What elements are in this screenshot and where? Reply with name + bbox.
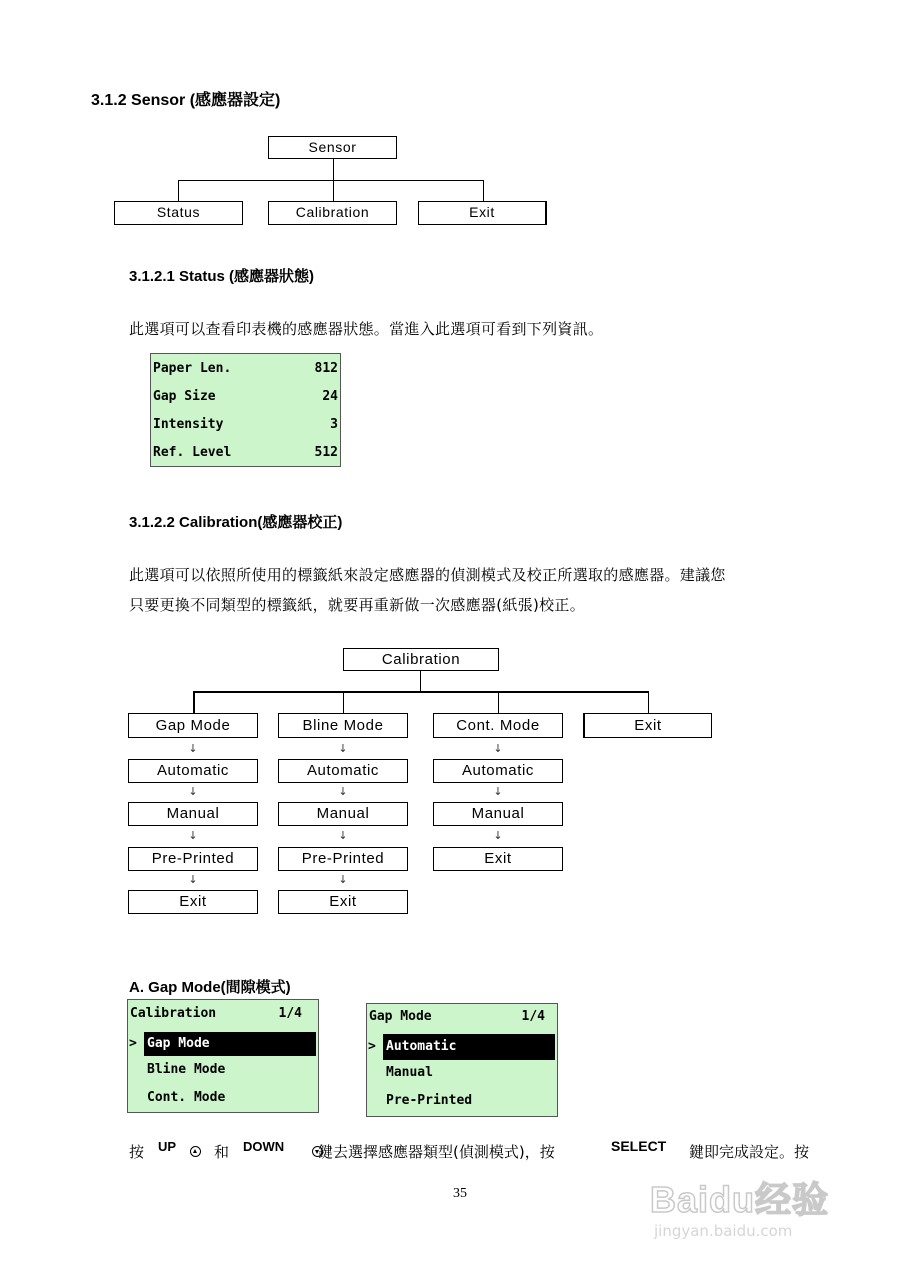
status-description: 此選項可以查看印表機的感應器狀態。當進入此選項可看到下列資訊。: [129, 320, 604, 338]
lcd-value: 3: [330, 417, 338, 432]
tree-node-manual: Manual: [128, 802, 258, 826]
tree-node-pre-printed: Pre-Printed: [128, 847, 258, 871]
lcd-value: 24: [322, 389, 338, 404]
lcd-header-row: [130, 1004, 316, 1024]
calibration-menu-lcd: [127, 999, 319, 1113]
tree-connector: [648, 691, 649, 713]
tree-node-exit: Exit: [433, 847, 563, 871]
down-arrow-icon: ↓: [493, 829, 503, 842]
tree-node-manual: Manual: [433, 802, 563, 826]
lcd-menu-item: [369, 1091, 555, 1111]
tree-node-cont-mode: Cont. Mode: [433, 713, 563, 738]
tree-node-automatic: Automatic: [278, 759, 408, 783]
tree-node-bline-mode: Bline Mode: [278, 713, 408, 738]
down-key-label: DOWN: [243, 1139, 285, 1154]
lcd-header: Calibration: [130, 1006, 217, 1021]
lcd-page: 1/4: [278, 1006, 302, 1021]
lcd-menu-item: [130, 1060, 316, 1080]
lcd-row: [153, 415, 338, 435]
down-arrow-icon: ↓: [188, 873, 198, 886]
lcd-menu-item: [129, 1032, 316, 1056]
status-title: 3.1.2.1 Status (感應器狀態): [129, 268, 315, 285]
tree-node-exit: Exit: [583, 713, 712, 738]
lcd-value: 512: [314, 445, 338, 460]
calibration-description-line1: 此選項可以依照所使用的標籤紙來設定感應器的偵測模式及校正所選取的感應器。建議您: [129, 566, 726, 584]
down-arrow-icon: ↓: [188, 829, 198, 842]
lcd-label: Paper Len.: [153, 361, 232, 376]
tree-connector: [178, 180, 483, 181]
lcd-item: Cont. Mode: [147, 1090, 226, 1105]
lcd-menu-item: [130, 1088, 316, 1108]
select-key-label: SELECT: [611, 1138, 667, 1154]
lcd-item: Pre-Printed: [386, 1093, 473, 1108]
tree-connector: [193, 691, 648, 693]
tree-connector: [193, 691, 195, 713]
watermark-url: jingyan.baidu.com: [654, 1222, 793, 1240]
lcd-header: Gap Mode: [369, 1009, 432, 1024]
up-key-label: UP: [158, 1139, 177, 1154]
up-button-icon: [190, 1146, 201, 1157]
tree-node-manual: Manual: [278, 802, 408, 826]
tree-connector: [178, 180, 179, 201]
tree-node-calibration: Calibration: [268, 201, 397, 225]
tree-node-pre-printed: Pre-Printed: [278, 847, 408, 871]
down-arrow-icon: ↓: [493, 742, 503, 755]
lcd-label: Gap Size: [153, 389, 216, 404]
down-arrow-icon: ↓: [188, 742, 198, 755]
tree-connector: [420, 671, 421, 691]
gap-mode-title: A. Gap Mode(間隙模式): [129, 979, 291, 996]
selection-pointer: >: [368, 1039, 376, 1054]
section-title: 3.1.2 Sensor (感應器設定): [91, 92, 281, 109]
instruction-line: [129, 1138, 849, 1164]
down-arrow-icon: ↓: [338, 742, 348, 755]
tree-connector: [343, 691, 344, 713]
tree-connector: [333, 180, 334, 201]
instr-text: 和: [214, 1143, 230, 1161]
calibration-title: 3.1.2.2 Calibration(感應器校正): [129, 514, 343, 531]
lcd-item-selected: Automatic: [383, 1034, 555, 1060]
lcd-label: Intensity: [153, 417, 224, 432]
tree-node-automatic: Automatic: [433, 759, 563, 783]
calibration-description-line2: 只要更換不同類型的標籤紙，就要再重新做一次感應器(紙張)校正。: [129, 596, 586, 614]
lcd-row: [153, 359, 338, 379]
lcd-row: [153, 387, 338, 407]
lcd-item: Manual: [386, 1065, 433, 1080]
tree-node-calibration-root: Calibration: [343, 648, 499, 671]
tree-node-exit: Exit: [128, 890, 258, 914]
lcd-value: 812: [314, 361, 338, 376]
instr-text: 鍵即完成設定。按: [689, 1143, 810, 1161]
down-arrow-icon: ↓: [338, 873, 348, 886]
tree-node-automatic: Automatic: [128, 759, 258, 783]
tree-node-gap-mode: Gap Mode: [128, 713, 258, 738]
instr-text: 鍵去選擇感應器類型(偵測模式)，按: [318, 1143, 555, 1161]
down-arrow-icon: ↓: [493, 785, 503, 798]
lcd-row: [153, 443, 338, 463]
lcd-header-row: [369, 1007, 555, 1027]
tree-connector: [483, 180, 484, 201]
tree-connector: [498, 691, 499, 713]
watermark: [640, 1164, 870, 1254]
tree-node-exit: Exit: [418, 201, 547, 225]
status-lcd: [150, 353, 341, 467]
lcd-item-selected: Gap Mode: [144, 1032, 316, 1056]
gap-mode-lcd: [366, 1003, 558, 1117]
down-arrow-icon: ↓: [188, 785, 198, 798]
lcd-menu-item: [369, 1063, 555, 1083]
tree-connector: [333, 159, 334, 180]
lcd-page: 1/4: [521, 1009, 545, 1024]
instr-text: 按: [129, 1143, 145, 1161]
page-number: 35: [453, 1186, 467, 1201]
lcd-label: Ref. Level: [153, 445, 232, 460]
selection-pointer: >: [129, 1036, 137, 1051]
lcd-item: Bline Mode: [147, 1062, 226, 1077]
tree-node-sensor: Sensor: [268, 136, 397, 159]
watermark-logo: Baidu经验: [650, 1179, 830, 1220]
down-arrow-icon: ↓: [338, 829, 348, 842]
tree-node-exit: Exit: [278, 890, 408, 914]
lcd-menu-item: [368, 1034, 555, 1060]
down-arrow-icon: ↓: [338, 785, 348, 798]
tree-node-status: Status: [114, 201, 243, 225]
